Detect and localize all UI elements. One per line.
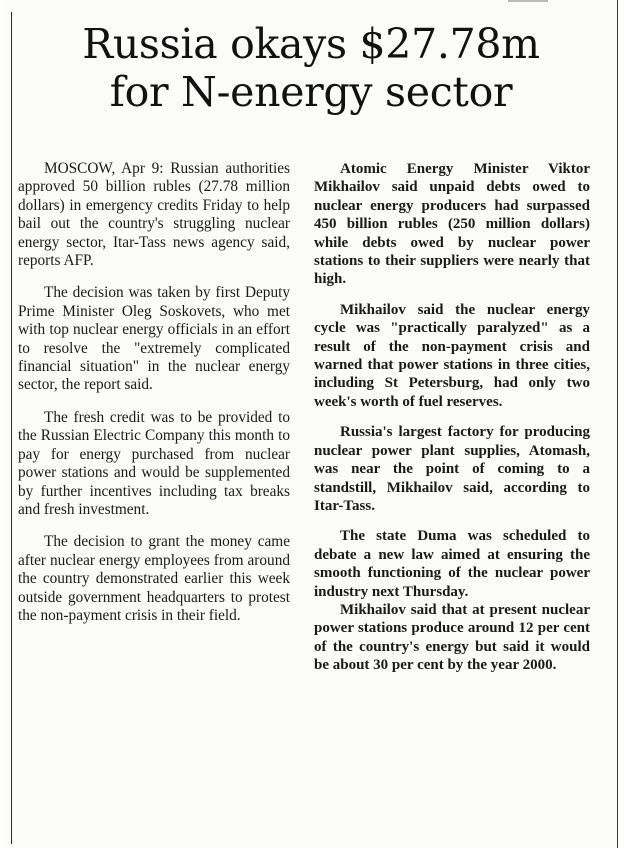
headline-line-1: Russia okays $27.78m — [82, 20, 540, 68]
paragraph: The decision was taken by first Deputy Prime Minister Oleg Soskovets, who met with top nuclear energy officials in an effort to resolve the "extremely complicated financial situation" in the nuclear energy sector, the report said. — [18, 284, 290, 394]
headline-line-2: for N-energy sector — [109, 68, 513, 116]
newspaper-clipping — [4, 0, 618, 848]
paragraph: Atomic Energy Minister Viktor Mikhailov said unpaid debts owed to nuclear energy producers had surpassed 450 billion rubles (250 million dollars) while debts owed by nuclear power stations to their suppliers were nearly that high. — [314, 161, 590, 288]
right-column — [314, 160, 590, 687]
paragraph: Mikhailov said that at present nuclear power stations produce around 12 per cent of the country's energy but said it would be about 30 per cent by the year 2000. — [314, 601, 590, 674]
paragraph: Russia's largest factory for producing nuclear power plant supplies, Atomash, was near the point of coming to a standstill, Mikhailov said, according to Itar-Tass. — [314, 424, 590, 514]
paragraph: Mikhailov said the nuclear energy cycle was "practically paralyzed" as a result of the non-payment crisis and warned that power stations in three cities, including St Petersburg, had only two week's worth of fuel reserves. — [314, 301, 590, 410]
headline — [4, 20, 618, 116]
right-border-rule — [617, 0, 618, 848]
left-column — [18, 160, 290, 639]
left-border-rule — [11, 12, 12, 844]
paragraph: The state Duma was scheduled to debate a new law aimed at ensuring the smooth functioning of the nuclear power industry next Thursday. — [314, 528, 590, 600]
paragraph: MOSCOW, Apr 9: Russian authorities approved 50 billion rubles (27.78 million dollars) in emergency credits Friday to help bail out the country's struggling nuclear energy sector, Itar-Tass news agency said, reports AFP. — [18, 160, 290, 270]
top-edge-mark — [508, 0, 548, 2]
paragraph: The fresh credit was to be provided to the Russian Electric Company this month to pay for energy purchased from nuclear power stations and would be supplemented by further incentives including tax breaks and fresh investment. — [18, 408, 290, 518]
paragraph: The decision to grant the money came after nuclear energy employees from around the country demonstrated earlier this week outside government headquarters to protest the non-payment crisis in their field. — [18, 533, 290, 624]
